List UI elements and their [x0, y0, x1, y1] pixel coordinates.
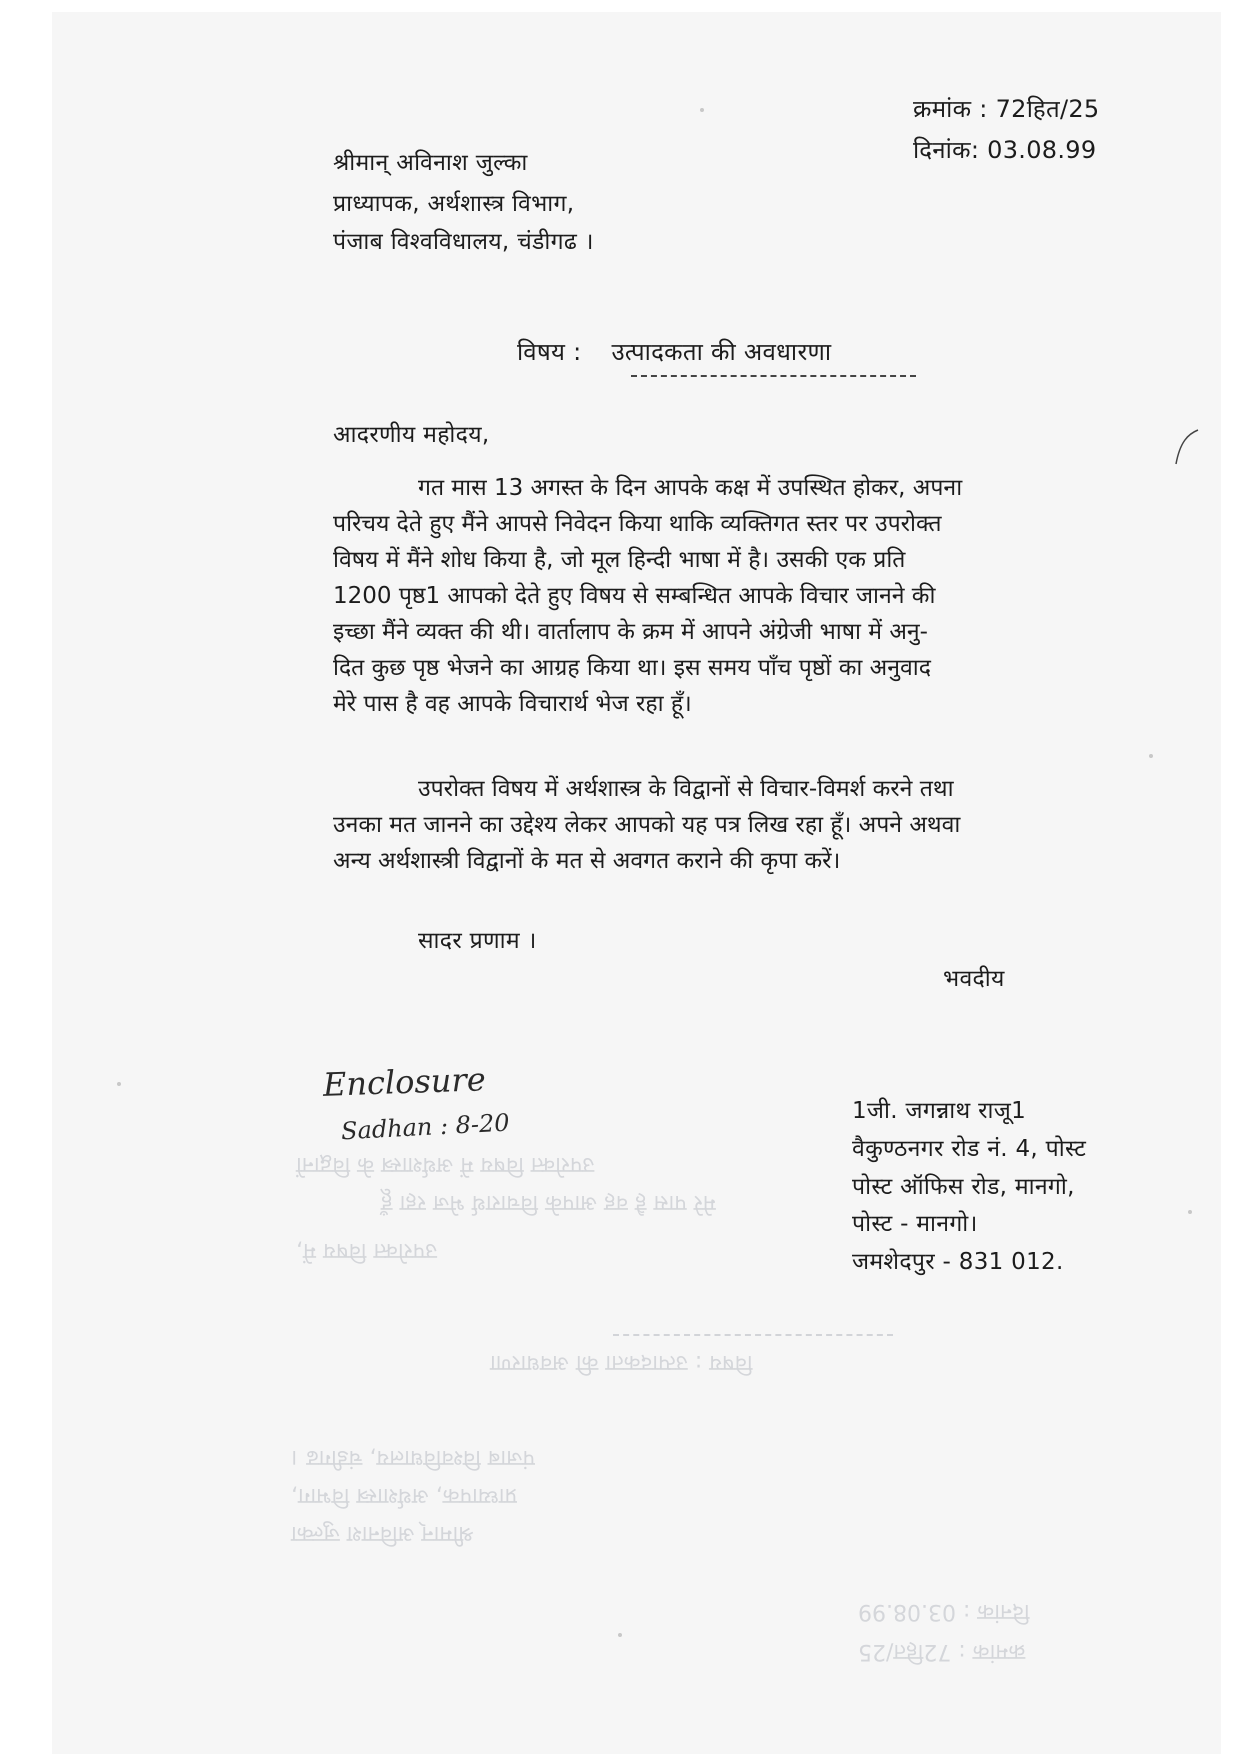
body-line: 1200 पृष्ठ1 आपको देते हुए विषय से सम्बन्धित आपके विचार जानने की [333, 583, 936, 609]
bleed-through-text: उपरोक्त विषय में, [296, 1238, 438, 1263]
reference-date: दिनांक: 03.08.99 [913, 136, 1097, 164]
pen-mark-margin [1170, 428, 1200, 468]
body-line: परिचय देते हुए मैंने आपसे निवेदन किया थाकि व्यक्तिगत स्तर पर उपरोक्त [333, 511, 942, 537]
body-line: गत मास 13 अगस्त के दिन आपके कक्ष में उपस्थित होकर, अपना [418, 475, 963, 501]
subject-underline [631, 375, 916, 377]
scan-border-left [0, 0, 52, 1754]
body-line: मेरे पास है वह आपके विचारार्थ भेज रहा हूँ। [333, 691, 692, 717]
body-line: उनका मत जानने का उद्देश्य लेकर आपको यह पत्र लिख रहा हूँ। अपने अथवा [333, 812, 961, 838]
handwritten-reference-note: Sadhan : 8-20 [340, 1108, 511, 1146]
subject-line [517, 340, 831, 364]
bleed-through-text: प्राध्यापक, अर्थशास्त्र विभाग, [291, 1483, 518, 1508]
handwritten-enclosure-note: Enclosure [322, 1060, 487, 1104]
body-line: इच्छा मैंने व्यक्त की थी। वार्तालाप के क्रम में आपने अंग्रेजी भाषा में अनु- [333, 619, 928, 645]
sender-address-line-4: जमशेदपुर - 831 012. [852, 1249, 1064, 1275]
scan-border-top [0, 0, 1241, 12]
scan-border-right [1221, 0, 1241, 1754]
bleed-through-text: विषय : उत्पादकता की अवधारणा [490, 1350, 753, 1375]
bleed-through-underline [613, 1334, 893, 1336]
valediction: भवदीय [943, 966, 1005, 992]
sender-address-line-3: पोस्ट - मानगो। [852, 1211, 978, 1237]
recipient-name: श्रीमान् अविनाश जुल्का [333, 150, 528, 176]
paper-speck [117, 1082, 121, 1086]
reference-number: क्रमांक : 72हित/25 [913, 95, 1100, 123]
recipient-designation: प्राध्यापक, अर्थशास्त्र विभाग, [333, 191, 575, 217]
body-paragraph-2 [333, 771, 960, 879]
body-line: विषय में मैंने शोध किया है, जो मूल हिन्दी भाषा में है। उसकी एक प्रति [333, 547, 906, 573]
body-line: अन्य अर्थशास्त्री विद्वानों के मत से अवगत कराने की कृपा करें। [333, 848, 841, 874]
sender-address-line-2: पोस्ट ऑफिस रोड, मानगो, [852, 1174, 1075, 1200]
body-line: दित कुछ पृष्ठ भेजने का आग्रह किया था। इस समय पाँच पृष्ठों का अनुवाद [333, 655, 931, 681]
sender-name: 1जी. जगन्नाथ राजू1 [852, 1098, 1027, 1124]
body-line: उपरोक्त विषय में अर्थशास्त्र के विद्वानों से विचार-विमर्श करने तथा [418, 776, 954, 802]
body-paragraph-1 [333, 470, 962, 722]
paper-speck [700, 108, 704, 112]
bleed-through-text: पंजाब विश्वविधालय, चंडीगढ । [291, 1445, 535, 1470]
recipient-institution: पंजाब विश्वविधालय, चंडीगढ । [333, 229, 594, 255]
bleed-through-text: क्रमांक : 72हित/25 [858, 1639, 1026, 1664]
bleed-through-text: श्रीमान् अविनाश जुल्का [291, 1521, 474, 1546]
salutation: आदरणीय महोदय, [333, 422, 490, 448]
bleed-through-text: दिनांक : 03.08.99 [858, 1599, 1030, 1624]
paper-speck [618, 1633, 622, 1637]
paper-speck [1149, 754, 1153, 758]
subject-label: विषय : [517, 338, 582, 366]
subject-text: उत्पादकता की अवधारणा [611, 338, 832, 366]
sender-address-line-1: वैकुण्ठनगर रोड नं. 4, पोस्ट [852, 1136, 1087, 1162]
bleed-through-text: उपरोक्त विषय में अर्थशास्त्र के विद्वानों [296, 1152, 595, 1177]
closing-greeting: सादर प्रणाम । [418, 928, 537, 954]
paper-speck [1188, 1210, 1192, 1214]
bleed-through-text: मेरे पास है वह आपके विचारार्थ भेज रहा हूँ [381, 1190, 716, 1215]
